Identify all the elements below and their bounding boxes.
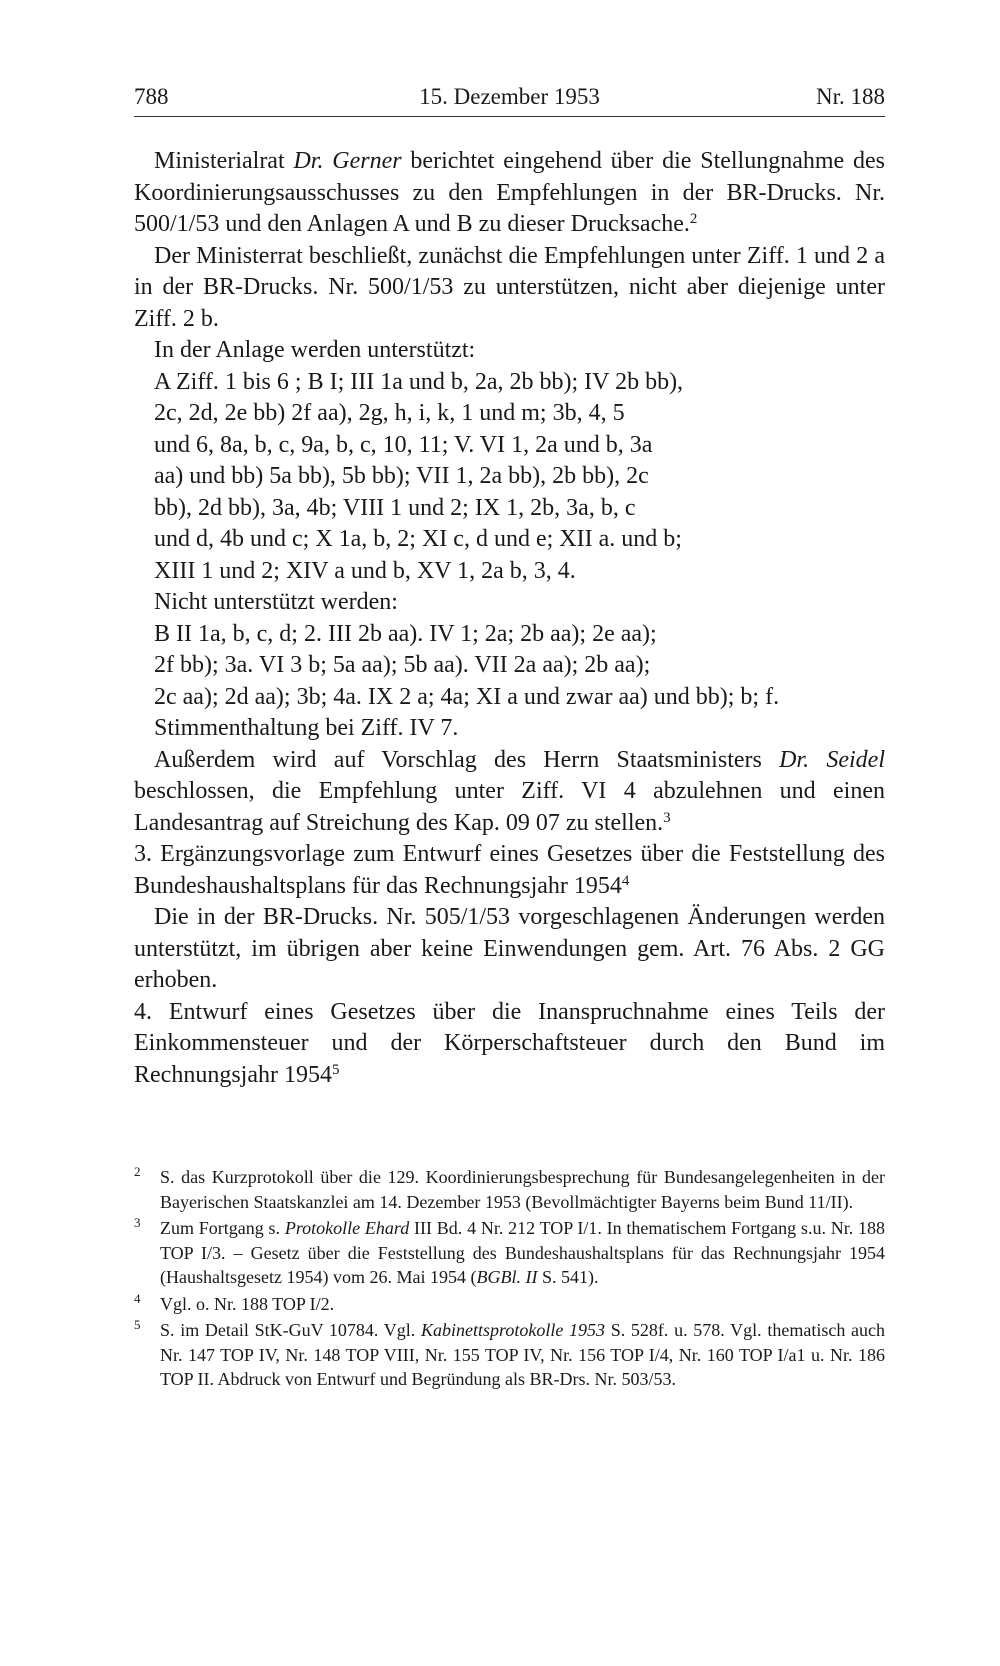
citation-title: Kabinettsprotokolle 1953 (421, 1320, 606, 1340)
abstention-line: Stimmenthaltung bei Ziff. IV 7. (154, 715, 459, 741)
footnote-text: S. 528f. u. 578. Vgl. thematisch auch Nr. 147 TOP IV, Nr. 148 TOP VIII, Nr. 155 TOP IV, Nr. 156 TOP I/4, Nr. 160 TOP I/a1 u. Nr. 186 TOP II. Abdruck von Entwurf und Begründung als BR-Drs. Nr. 503/53. (160, 1320, 885, 1389)
footnote-number: 2 (134, 1164, 141, 1179)
footnote (134, 1165, 885, 1214)
page-number: 788 (134, 84, 169, 109)
supported-intro: In der Anlage werden unterstützt: (154, 337, 476, 363)
paragraph-changes: Die in der BR-Drucks. Nr. 505/1/53 vorgeschlagenen Änderungen werden unterstützt, im übrigen aber keine Einwendungen gem. Art. 76 Abs. 2 GG erhoben. (134, 904, 885, 993)
footnote (134, 1216, 885, 1290)
citation-title: BGBl. II (476, 1267, 538, 1287)
footnote (134, 1292, 885, 1317)
text-run: 4. Entwurf eines Gesetzes über die Inanspruchnahme eines Teils der Einkommensteuer und der Körperschaftsteuer durch den Bund im Rechnungsjahr 1954 (134, 998, 885, 1088)
unsupported-line: B II 1a, b, c, d; 2. III 2b aa). IV 1; 2a; 2b aa); 2e aa); (154, 620, 657, 647)
footnote-ref: 4 (621, 872, 630, 889)
footnote-number: 3 (134, 1215, 141, 1230)
text-run: Außerdem wird auf Vorschlag des Herrn Staatsministers (154, 746, 780, 773)
supported-line: bb), 2d bb), 3a, 4b; VIII 1 und 2; IX 1, 2b, 3a, b, c (154, 494, 636, 521)
supported-line: A Ziff. 1 bis 6 ; B I; III 1a und b, 2a, 2b bb); IV 2b bb), (154, 368, 684, 395)
paragraph-decision: Der Ministerrat beschließt, zunächst die Empfehlungen unter Ziff. 1 und 2 a in der BR-Drucks. Nr. 500/1/53 zu unterstützen, nicht aber diejenige unter Ziff. 2 b. (134, 242, 885, 332)
unsupported-intro: Nicht unterstützt werden: (154, 589, 398, 615)
paragraph-seidel (134, 745, 885, 840)
running-header (134, 84, 885, 117)
supported-line: 2c, 2d, 2e bb) 2f aa), 2g, h, i, k, 1 und m; 3b, 4, 5 (154, 400, 625, 426)
supported-line: aa) und bb) 5a bb), 5b bb); VII 1, 2a bb), 2b bb), 2c (154, 463, 649, 489)
unsupported-line: 2c aa); 2d aa); 3b; 4a. IX 2 a; 4a; XI a und zwar aa) und bb); b; f. (154, 683, 780, 710)
supported-line: und d, 4b und c; X 1a, b, 2; XI c, d und e; XII a. und b; (154, 526, 682, 552)
footnote-text: S. im Detail StK-GuV 10784. Vgl. (160, 1320, 421, 1340)
footnote-number: 4 (134, 1290, 141, 1306)
unsupported-line: 2f bb); 3a. VI 3 b; 5a aa); 5b aa). VII 2a aa); 2b aa); (154, 652, 651, 678)
footnote-ref: 3 (663, 809, 671, 826)
supported-line: und 6, 8a, b, c, 9a, b, c, 10, 11; V. VI 1, 2a und b, 3a (154, 431, 653, 458)
text-run: berichtet eingehend über die Stellungnahme des Koordinierungsausschusses zu den Empfehlungen in der BR-Drucks. Nr. 500/1/53 und den Anlagen A und B zu dieser Drucksache. (134, 148, 886, 237)
text-run: 3. Ergänzungsvorlage zum Entwurf eines Gesetzes über die Feststellung des Bundeshaushaltsplans für das Rechnungsjahr 1954 (134, 841, 885, 899)
footnote-ref: 5 (331, 1061, 340, 1078)
footnote-text: Vgl. o. Nr. 188 TOP I/2. (160, 1293, 335, 1314)
text-run: beschlossen, die Empfehlung unter Ziff. VI 4 abzulehnen und einen Landesantrag auf Streichung des Kap. 09 07 zu stellen. (134, 778, 885, 836)
footnote-text: Zum Fortgang s. (160, 1218, 285, 1238)
footnote-text: S. das Kurzprotokoll über die 129. Koordinierungsbesprechung für Bundesangelegenheiten in der Bayerischen Staatskanzlei am 14. Dezember 1953 (Bevollmächtigter Bayerns beim Bund 11/II). (160, 1167, 885, 1212)
paragraph-report (134, 146, 885, 241)
header-doc-number: Nr. 188 (816, 84, 885, 109)
person-name: Dr. Gerner (293, 148, 402, 174)
footnote-number: 5 (134, 1317, 141, 1332)
header-date: 15. Dezember 1953 (419, 84, 600, 109)
footnotes (134, 1165, 885, 1394)
agenda-item-3 (134, 839, 885, 902)
footnote (134, 1318, 885, 1392)
supported-line: XIII 1 und 2; XIV a und b, XV 1, 2a b, 3, 4. (154, 557, 576, 584)
agenda-item-4 (134, 997, 885, 1092)
footnote-text: III Bd. 4 Nr. 212 TOP I/1. In thematischem Fortgang s.u. Nr. 188 TOP I/3. – Gesetz über die Feststellung des Bundeshaushaltsplans für das Rechnungsjahr 1954 (Haushaltsgesetz 1954) vom 26. Mai 1954 ( (160, 1218, 885, 1287)
citation-title: Protokolle Ehard (284, 1218, 410, 1238)
person-name: Dr. Seidel (779, 746, 885, 773)
main-text (134, 146, 885, 1091)
footnote-text: S. 541). (537, 1267, 599, 1287)
footnote-ref: 2 (689, 211, 698, 227)
text-run: Ministerialrat (154, 148, 294, 174)
